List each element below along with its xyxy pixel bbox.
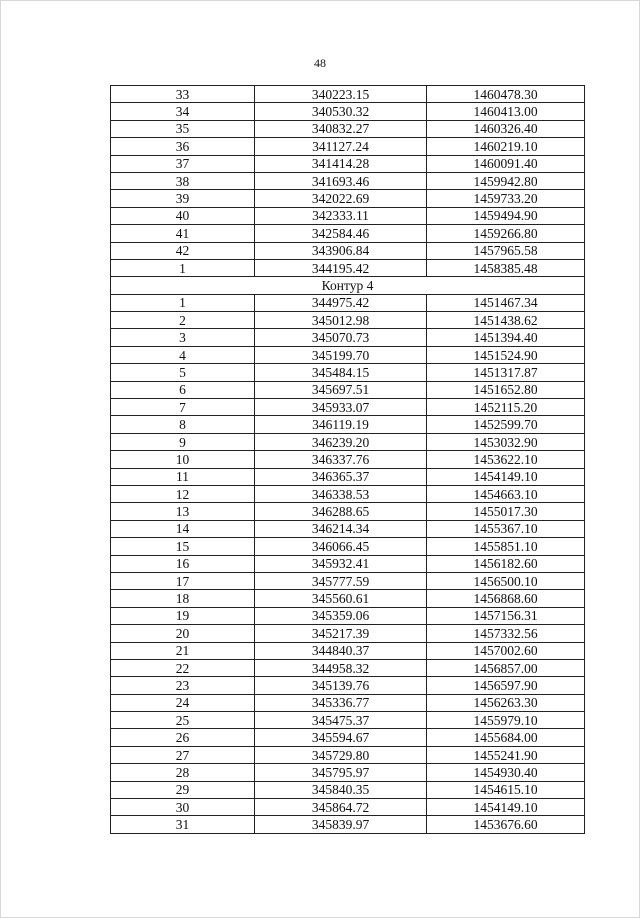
- x-coordinate-cell: 346119.19: [255, 416, 427, 433]
- x-coordinate-cell: 346365.37: [255, 468, 427, 485]
- x-coordinate-cell: 341127.24: [255, 138, 427, 155]
- y-coordinate-cell: 1457965.58: [427, 242, 585, 259]
- x-coordinate-cell: 345484.15: [255, 364, 427, 381]
- x-coordinate-cell: 346338.53: [255, 485, 427, 502]
- x-coordinate-cell: 345932.41: [255, 555, 427, 572]
- x-coordinate-cell: 345729.80: [255, 746, 427, 763]
- x-coordinate-cell: 345139.76: [255, 677, 427, 694]
- y-coordinate-cell: 1456857.00: [427, 659, 585, 676]
- point-number-cell: 15: [111, 538, 255, 555]
- point-number-cell: 2: [111, 312, 255, 329]
- x-coordinate-cell: 345070.73: [255, 329, 427, 346]
- table-row: [111, 225, 585, 242]
- point-number-cell: 12: [111, 485, 255, 502]
- table-row: [111, 294, 585, 311]
- y-coordinate-cell: 1452115.20: [427, 399, 585, 416]
- point-number-cell: 30: [111, 799, 255, 816]
- x-coordinate-cell: 345199.70: [255, 346, 427, 363]
- point-number-cell: 3: [111, 329, 255, 346]
- y-coordinate-cell: 1459733.20: [427, 190, 585, 207]
- x-coordinate-cell: 345336.77: [255, 694, 427, 711]
- x-coordinate-cell: 345560.61: [255, 590, 427, 607]
- x-coordinate-cell: 346214.34: [255, 520, 427, 537]
- point-number-cell: 29: [111, 781, 255, 798]
- table-row: [111, 399, 585, 416]
- y-coordinate-cell: 1454930.40: [427, 764, 585, 781]
- table-row: [111, 485, 585, 502]
- table-row: [111, 242, 585, 259]
- y-coordinate-cell: 1453622.10: [427, 451, 585, 468]
- y-coordinate-cell: 1459494.90: [427, 207, 585, 224]
- point-number-cell: 20: [111, 625, 255, 642]
- y-coordinate-cell: 1459266.80: [427, 225, 585, 242]
- point-number-cell: 28: [111, 764, 255, 781]
- x-coordinate-cell: 344958.32: [255, 659, 427, 676]
- x-coordinate-cell: 345864.72: [255, 799, 427, 816]
- table-row: [111, 120, 585, 137]
- point-number-cell: 25: [111, 712, 255, 729]
- x-coordinate-cell: 344975.42: [255, 294, 427, 311]
- y-coordinate-cell: 1457002.60: [427, 642, 585, 659]
- point-number-cell: 39: [111, 190, 255, 207]
- table-row: [111, 207, 585, 224]
- point-number-cell: 35: [111, 120, 255, 137]
- table-row: [111, 694, 585, 711]
- point-number-cell: 23: [111, 677, 255, 694]
- x-coordinate-cell: 345933.07: [255, 399, 427, 416]
- table-row: [111, 155, 585, 172]
- table-section-header: [111, 277, 585, 294]
- point-number-cell: 1: [111, 259, 255, 276]
- y-coordinate-cell: 1454663.10: [427, 485, 585, 502]
- x-coordinate-cell: 346288.65: [255, 503, 427, 520]
- point-number-cell: 14: [111, 520, 255, 537]
- x-coordinate-cell: 342584.46: [255, 225, 427, 242]
- x-coordinate-cell: 344840.37: [255, 642, 427, 659]
- table-row: [111, 538, 585, 555]
- y-coordinate-cell: 1456182.60: [427, 555, 585, 572]
- table-row: [111, 172, 585, 189]
- point-number-cell: 41: [111, 225, 255, 242]
- table-row: [111, 364, 585, 381]
- y-coordinate-cell: 1451467.34: [427, 294, 585, 311]
- x-coordinate-cell: 346337.76: [255, 451, 427, 468]
- y-coordinate-cell: 1460413.00: [427, 103, 585, 120]
- table-row: [111, 625, 585, 642]
- point-number-cell: 21: [111, 642, 255, 659]
- y-coordinate-cell: 1455684.00: [427, 729, 585, 746]
- y-coordinate-cell: 1455367.10: [427, 520, 585, 537]
- x-coordinate-cell: 340530.32: [255, 103, 427, 120]
- point-number-cell: 18: [111, 590, 255, 607]
- page-number: 48: [314, 56, 326, 70]
- y-coordinate-cell: 1455241.90: [427, 746, 585, 763]
- table-row: [111, 433, 585, 450]
- table-row: [111, 503, 585, 520]
- point-number-cell: 38: [111, 172, 255, 189]
- table-row: [111, 381, 585, 398]
- y-coordinate-cell: 1451317.87: [427, 364, 585, 381]
- x-coordinate-cell: 340832.27: [255, 120, 427, 137]
- table-row: [111, 138, 585, 155]
- table-row: [111, 520, 585, 537]
- x-coordinate-cell: 342022.69: [255, 190, 427, 207]
- point-number-cell: 22: [111, 659, 255, 676]
- x-coordinate-cell: 345012.98: [255, 312, 427, 329]
- y-coordinate-cell: 1452599.70: [427, 416, 585, 433]
- point-number-cell: 5: [111, 364, 255, 381]
- x-coordinate-cell: 345475.37: [255, 712, 427, 729]
- point-number-cell: 33: [111, 86, 255, 103]
- table-row: [111, 103, 585, 120]
- point-number-cell: 1: [111, 294, 255, 311]
- table-row: [111, 259, 585, 276]
- y-coordinate-cell: 1451524.90: [427, 346, 585, 363]
- y-coordinate-cell: 1457156.31: [427, 607, 585, 624]
- table-block-1: [111, 86, 585, 277]
- y-coordinate-cell: 1460219.10: [427, 138, 585, 155]
- table-row: [111, 799, 585, 816]
- point-number-cell: 19: [111, 607, 255, 624]
- x-coordinate-cell: 345217.39: [255, 625, 427, 642]
- table-row: [111, 729, 585, 746]
- y-coordinate-cell: 1460326.40: [427, 120, 585, 137]
- table-row: [111, 659, 585, 676]
- table-row: [111, 746, 585, 763]
- x-coordinate-cell: 340223.15: [255, 86, 427, 103]
- point-number-cell: 6: [111, 381, 255, 398]
- x-coordinate-cell: 344195.42: [255, 259, 427, 276]
- y-coordinate-cell: 1458385.48: [427, 259, 585, 276]
- table-row: [111, 712, 585, 729]
- x-coordinate-cell: 346066.45: [255, 538, 427, 555]
- table-row: [111, 764, 585, 781]
- point-number-cell: 40: [111, 207, 255, 224]
- coordinates-table: [110, 85, 585, 834]
- point-number-cell: 9: [111, 433, 255, 450]
- x-coordinate-cell: 341693.46: [255, 172, 427, 189]
- table-block-2: [111, 294, 585, 833]
- y-coordinate-cell: 1456597.90: [427, 677, 585, 694]
- point-number-cell: 7: [111, 399, 255, 416]
- point-number-cell: 37: [111, 155, 255, 172]
- table-row: [111, 816, 585, 833]
- x-coordinate-cell: 345795.97: [255, 764, 427, 781]
- table-row: [111, 572, 585, 589]
- y-coordinate-cell: 1451652.80: [427, 381, 585, 398]
- table-row: [111, 607, 585, 624]
- x-coordinate-cell: 343906.84: [255, 242, 427, 259]
- y-coordinate-cell: 1460478.30: [427, 86, 585, 103]
- table-row: [111, 329, 585, 346]
- table-row: [111, 468, 585, 485]
- table-row: [111, 642, 585, 659]
- point-number-cell: 42: [111, 242, 255, 259]
- point-number-cell: 31: [111, 816, 255, 833]
- table-row: [111, 86, 585, 103]
- x-coordinate-cell: 345839.97: [255, 816, 427, 833]
- point-number-cell: 16: [111, 555, 255, 572]
- y-coordinate-cell: 1457332.56: [427, 625, 585, 642]
- y-coordinate-cell: 1455017.30: [427, 503, 585, 520]
- table-row: [111, 590, 585, 607]
- y-coordinate-cell: 1454615.10: [427, 781, 585, 798]
- y-coordinate-cell: 1455979.10: [427, 712, 585, 729]
- x-coordinate-cell: 341414.28: [255, 155, 427, 172]
- y-coordinate-cell: 1453032.90: [427, 433, 585, 450]
- table-row: [111, 781, 585, 798]
- x-coordinate-cell: 345777.59: [255, 572, 427, 589]
- x-coordinate-cell: 346239.20: [255, 433, 427, 450]
- point-number-cell: 34: [111, 103, 255, 120]
- point-number-cell: 24: [111, 694, 255, 711]
- y-coordinate-cell: 1455851.10: [427, 538, 585, 555]
- point-number-cell: 17: [111, 572, 255, 589]
- table-row: [111, 451, 585, 468]
- point-number-cell: 4: [111, 346, 255, 363]
- point-number-cell: 36: [111, 138, 255, 155]
- y-coordinate-cell: 1460091.40: [427, 155, 585, 172]
- y-coordinate-cell: 1456868.60: [427, 590, 585, 607]
- table-row: [111, 677, 585, 694]
- x-coordinate-cell: 345359.06: [255, 607, 427, 624]
- x-coordinate-cell: 345840.35: [255, 781, 427, 798]
- y-coordinate-cell: 1456263.30: [427, 694, 585, 711]
- x-coordinate-cell: 345594.67: [255, 729, 427, 746]
- y-coordinate-cell: 1451394.40: [427, 329, 585, 346]
- table-row: [111, 346, 585, 363]
- point-number-cell: 27: [111, 746, 255, 763]
- y-coordinate-cell: 1459942.80: [427, 172, 585, 189]
- section-title: Контур 4: [111, 277, 585, 294]
- point-number-cell: 26: [111, 729, 255, 746]
- y-coordinate-cell: 1453676.60: [427, 816, 585, 833]
- point-number-cell: 11: [111, 468, 255, 485]
- y-coordinate-cell: 1454149.10: [427, 468, 585, 485]
- y-coordinate-cell: 1456500.10: [427, 572, 585, 589]
- x-coordinate-cell: 342333.11: [255, 207, 427, 224]
- x-coordinate-cell: 345697.51: [255, 381, 427, 398]
- table-row: [111, 555, 585, 572]
- point-number-cell: 13: [111, 503, 255, 520]
- point-number-cell: 8: [111, 416, 255, 433]
- table-row: [111, 190, 585, 207]
- section-row: [111, 277, 585, 294]
- table-row: [111, 416, 585, 433]
- point-number-cell: 10: [111, 451, 255, 468]
- y-coordinate-cell: 1451438.62: [427, 312, 585, 329]
- table-row: [111, 312, 585, 329]
- y-coordinate-cell: 1454149.10: [427, 799, 585, 816]
